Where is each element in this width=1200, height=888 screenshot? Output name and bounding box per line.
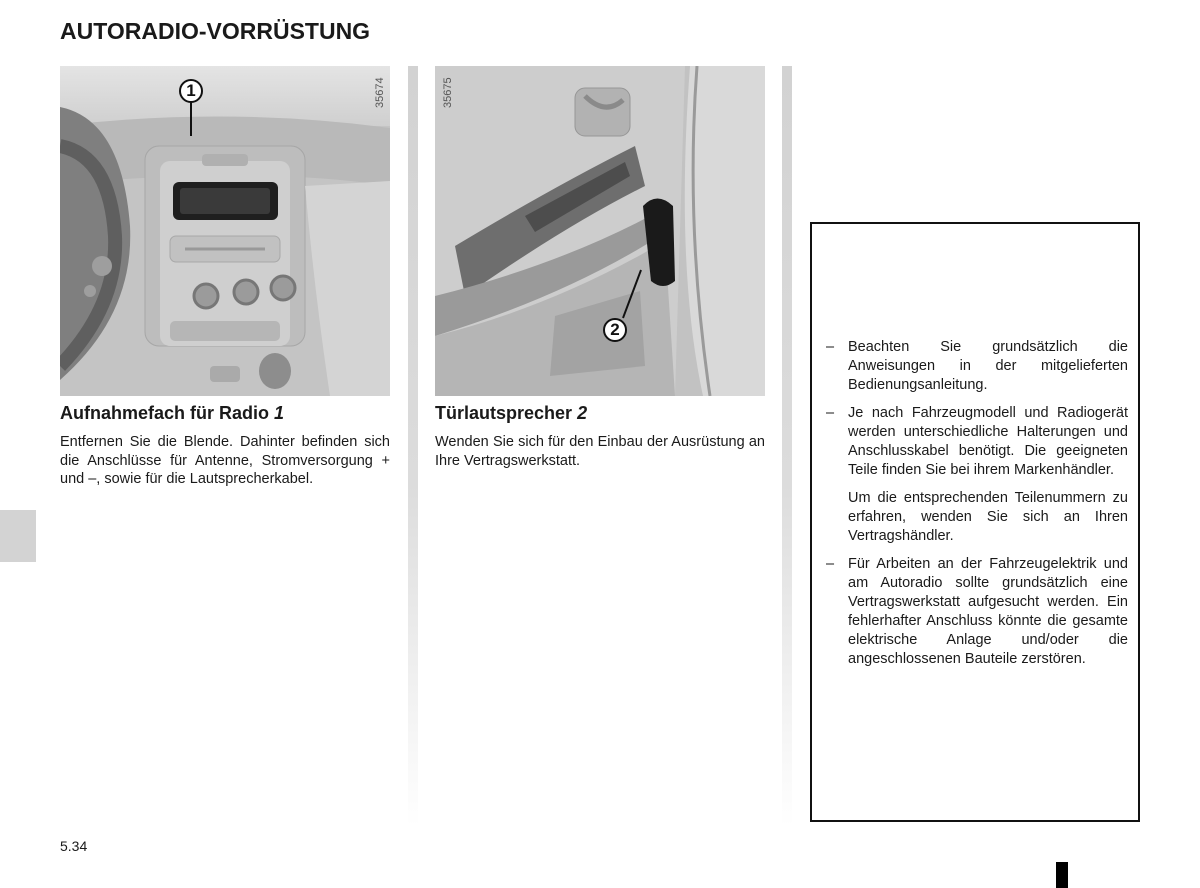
section-heading-radio-compartment bbox=[60, 403, 284, 424]
note-paragraph: Beachten Sie grundsätzlich die Anweisungen in der mitgelieferten Bedienungsanleitung. bbox=[848, 339, 1128, 393]
callout-1-leader-line bbox=[188, 102, 194, 136]
radio-compartment-text: Entfernen Sie die Blende. Dahinter befinden sich die Anschlüsse für Antenne, Stromversorgung + und –, sowie für die Lautsprecherkabel. bbox=[60, 434, 390, 487]
note-item bbox=[826, 404, 1128, 546]
note-box bbox=[810, 222, 1140, 822]
heading-reference: 2 bbox=[577, 403, 588, 423]
column-separator-left bbox=[408, 66, 418, 826]
section-heading-door-speaker bbox=[435, 403, 587, 424]
note-paragraph: Für Arbeiten an der Fahrzeugelektrik und am Autoradio sollte grundsätzlich eine Vertragswerkstatt aufgesucht werden. Ein fehlerhafter Anschluss könnte die gesamte elektrische Anlage und/oder die angeschlossenen Bauteile zerstören. bbox=[848, 556, 1128, 667]
dash-bullet: – bbox=[826, 405, 835, 421]
page-title: AUTORADIO-VORRÜSTUNG bbox=[60, 18, 371, 44]
note-paragraph: Um die entsprechenden Teilenummern zu erfahren, wenden Sie sich an Ihren Vertragshändler. bbox=[848, 490, 1128, 544]
callout-1: 1 bbox=[179, 79, 203, 103]
chapter-tab bbox=[0, 510, 36, 562]
heading-text: Aufnahmefach für Radio bbox=[60, 403, 270, 423]
dashboard-illustration bbox=[60, 66, 390, 396]
corner-mark bbox=[1056, 862, 1068, 888]
heading-text: Türlautsprecher bbox=[435, 403, 573, 423]
photo-reference-number: 35675 bbox=[442, 77, 454, 108]
callout-2-leader-line bbox=[620, 268, 644, 320]
door-speaker-text: Wenden Sie sich für den Einbau der Ausrüstung an Ihre Vertragswerkstatt. bbox=[435, 434, 765, 469]
door-speaker-photo bbox=[435, 66, 765, 396]
heading-reference: 1 bbox=[274, 403, 285, 423]
door-illustration bbox=[435, 66, 765, 396]
photo-reference-number: 35674 bbox=[374, 77, 386, 108]
note-paragraph: Je nach Fahrzeugmodell und Radiogerät werden unterschiedliche Halterungen und Anschlusskabel benötigt. Die geeigneten Teile finden Sie bei ihrem Markenhändler. bbox=[848, 405, 1128, 478]
dash-bullet: – bbox=[826, 556, 835, 572]
note-item bbox=[826, 338, 1128, 395]
dash-bullet: – bbox=[826, 339, 835, 355]
dashboard-photo bbox=[60, 66, 390, 396]
column-separator-right bbox=[782, 66, 792, 826]
note-list bbox=[826, 338, 1128, 678]
note-item bbox=[826, 555, 1128, 669]
page-number: 5.34 bbox=[60, 838, 88, 854]
callout-2: 2 bbox=[603, 318, 627, 342]
